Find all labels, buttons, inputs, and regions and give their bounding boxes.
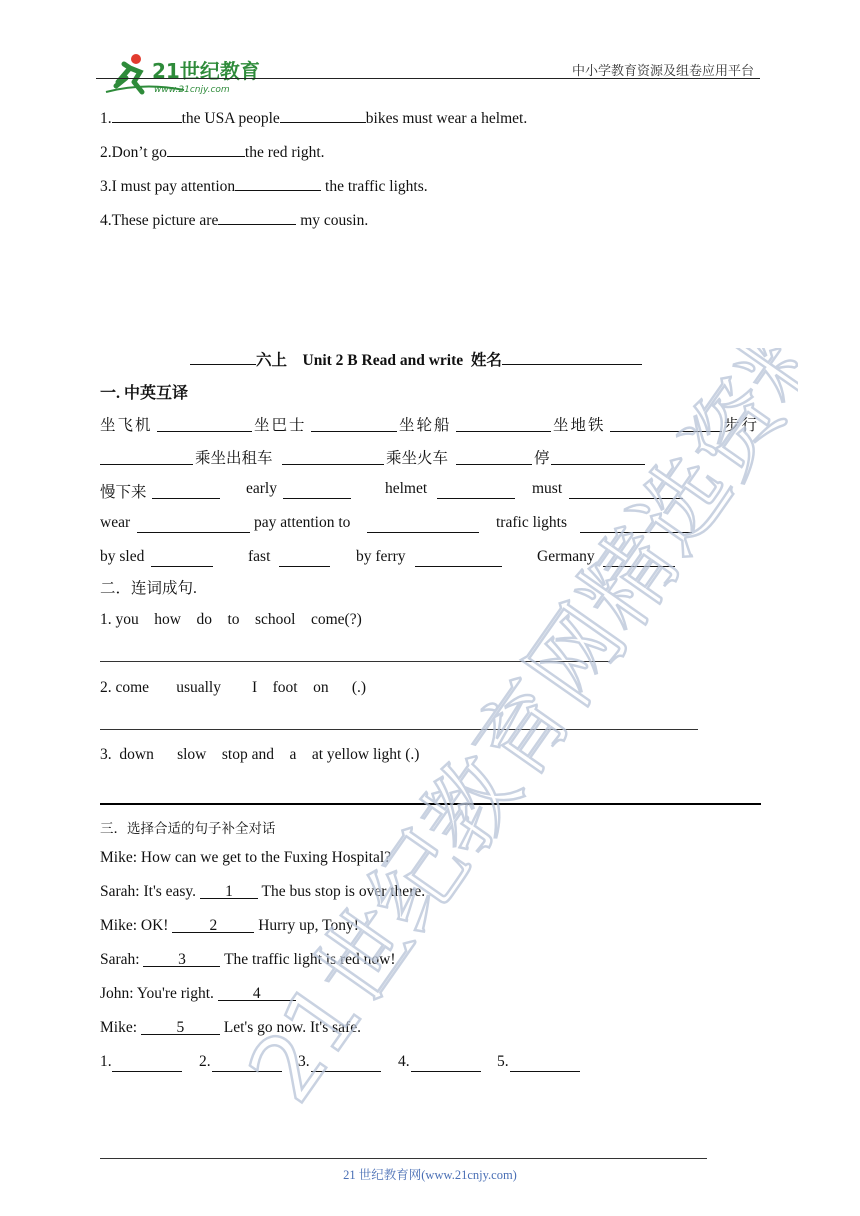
answer-label: 2.	[199, 1053, 211, 1070]
vocab-item: fast	[248, 548, 271, 565]
vocab-item: 慢下来	[100, 484, 147, 501]
dialogue-blank-4[interactable]: 4	[218, 985, 296, 1001]
site-logo	[96, 34, 261, 95]
vocab-item: early	[246, 480, 277, 497]
vocab-item: trafic lights	[496, 514, 568, 531]
answer-blank[interactable]	[411, 1056, 481, 1072]
answer-blank[interactable]	[167, 141, 245, 157]
answer-blank[interactable]	[580, 517, 692, 533]
vocab-item: by sled	[100, 548, 145, 565]
runner-logo-icon	[104, 52, 269, 98]
answer-blank[interactable]	[569, 483, 683, 499]
answer-label: 4.	[398, 1053, 410, 1070]
answer-blank[interactable]	[437, 483, 515, 499]
answer-blank[interactable]	[218, 209, 296, 225]
section-3-heading: 三．选择合适的句子补全对话	[100, 821, 276, 836]
answer-blank[interactable]	[415, 551, 502, 567]
vocab-item: 乘坐火车	[386, 450, 449, 467]
answer-blank[interactable]	[610, 416, 722, 432]
name-blank[interactable]	[502, 349, 642, 365]
logo-text: 21世纪教育	[151, 59, 260, 83]
dialogue-line: John: You're right. 4	[100, 985, 296, 1003]
header-slogan: 中小学教育资源及组卷应用平台	[571, 63, 754, 78]
question-3: 3.I must pay attention the traffic lights.	[100, 175, 428, 196]
answer-blank[interactable]	[112, 107, 182, 123]
worksheet-title: 六上 Unit 2 B Read and write 姓名	[190, 348, 642, 370]
answer-blank[interactable]	[551, 449, 645, 465]
answer-blank[interactable]	[603, 551, 675, 567]
answer-line-1[interactable]	[100, 661, 610, 662]
vocab-item: must	[532, 480, 563, 497]
vocab-item: 坐巴士	[254, 417, 307, 434]
answer-blank[interactable]	[137, 517, 250, 533]
dialogue-blank-2[interactable]: 2	[172, 917, 254, 933]
section-1-heading: 一. 中英互译	[100, 385, 189, 402]
footer-text[interactable]: 21 世纪教育网(www.21cnjy.com)	[343, 1168, 517, 1182]
vocab-item: wear	[100, 514, 131, 531]
dialogue-blank-5[interactable]: 5	[141, 1019, 220, 1035]
answer-blank[interactable]	[235, 175, 321, 191]
footer-divider	[100, 1158, 707, 1159]
answer-line-2[interactable]	[100, 729, 698, 730]
answer-line-3[interactable]	[100, 803, 761, 805]
answer-blank[interactable]	[112, 1056, 182, 1072]
vocab-item: by ferry	[356, 548, 406, 565]
sentence-2-words: 2. come usually I foot on (.)	[100, 679, 367, 696]
answer-blank[interactable]	[311, 416, 397, 432]
watermark-text: 21世纪教育网精选资料	[237, 348, 798, 1121]
dialogue-line: Sarah: 3 The traffic light is red now!	[100, 951, 396, 968]
header-divider	[96, 78, 760, 79]
vocab-item: 步行	[724, 417, 760, 434]
answer-blank[interactable]	[151, 551, 213, 567]
answer-blank[interactable]	[367, 517, 479, 533]
answer-blank[interactable]	[456, 449, 532, 465]
sentence-1-words: 1. you how do to school come(?)	[100, 611, 362, 628]
sentence-3-words: 3. down slow stop and a at yellow light (.)	[100, 746, 420, 763]
dialogue-line: Mike: 5 Let's go now. It's safe.	[100, 1019, 361, 1036]
dialogue-line: Mike: How can we get to the Fuxing Hospital?	[100, 849, 392, 866]
dialogue-blank-1[interactable]: 1	[200, 883, 258, 899]
answer-blank[interactable]	[280, 107, 366, 123]
answer-blank[interactable]	[100, 449, 193, 465]
answer-blank[interactable]	[456, 416, 551, 432]
answer-label: 3.	[298, 1053, 310, 1070]
answer-blank[interactable]	[282, 449, 384, 465]
answer-blank[interactable]	[152, 483, 220, 499]
vocab-item: 坐地铁	[553, 417, 606, 434]
class-blank[interactable]	[190, 349, 256, 365]
answer-label: 5.	[497, 1053, 509, 1070]
dialogue-line: Sarah: It's easy. 1 The bus stop is over there.	[100, 883, 426, 900]
vocab-item: pay attention to	[254, 514, 351, 531]
question-2: 2.Don’t go the red right.	[100, 141, 325, 162]
vocab-item: 坐轮船	[399, 417, 452, 434]
answer-blank[interactable]	[283, 483, 351, 499]
dialogue-blank-3[interactable]: 3	[143, 951, 220, 967]
question-4: 4.These picture are my cousin.	[100, 209, 368, 230]
vocab-item: Germany	[537, 548, 595, 565]
answer-blank[interactable]	[279, 551, 330, 567]
question-1: 1. the USA people bikes must wear a helmet.	[100, 107, 527, 128]
vocab-item: 停	[534, 450, 550, 467]
vocab-item: 乘坐出租车	[195, 450, 273, 467]
vocab-item: 坐飞机	[100, 417, 153, 434]
answer-blank[interactable]	[311, 1056, 381, 1072]
section-2-heading: 二．连词成句.	[100, 580, 197, 597]
answer-label: 1.	[100, 1053, 112, 1070]
logo-url: www.21cnjy.com	[153, 85, 230, 95]
answer-blank[interactable]	[157, 416, 252, 432]
answer-blank[interactable]	[510, 1056, 580, 1072]
vocab-item: helmet	[385, 480, 428, 497]
answer-blank[interactable]	[212, 1056, 282, 1072]
dialogue-line: Mike: OK! 2 Hurry up, Tony!	[100, 917, 359, 934]
